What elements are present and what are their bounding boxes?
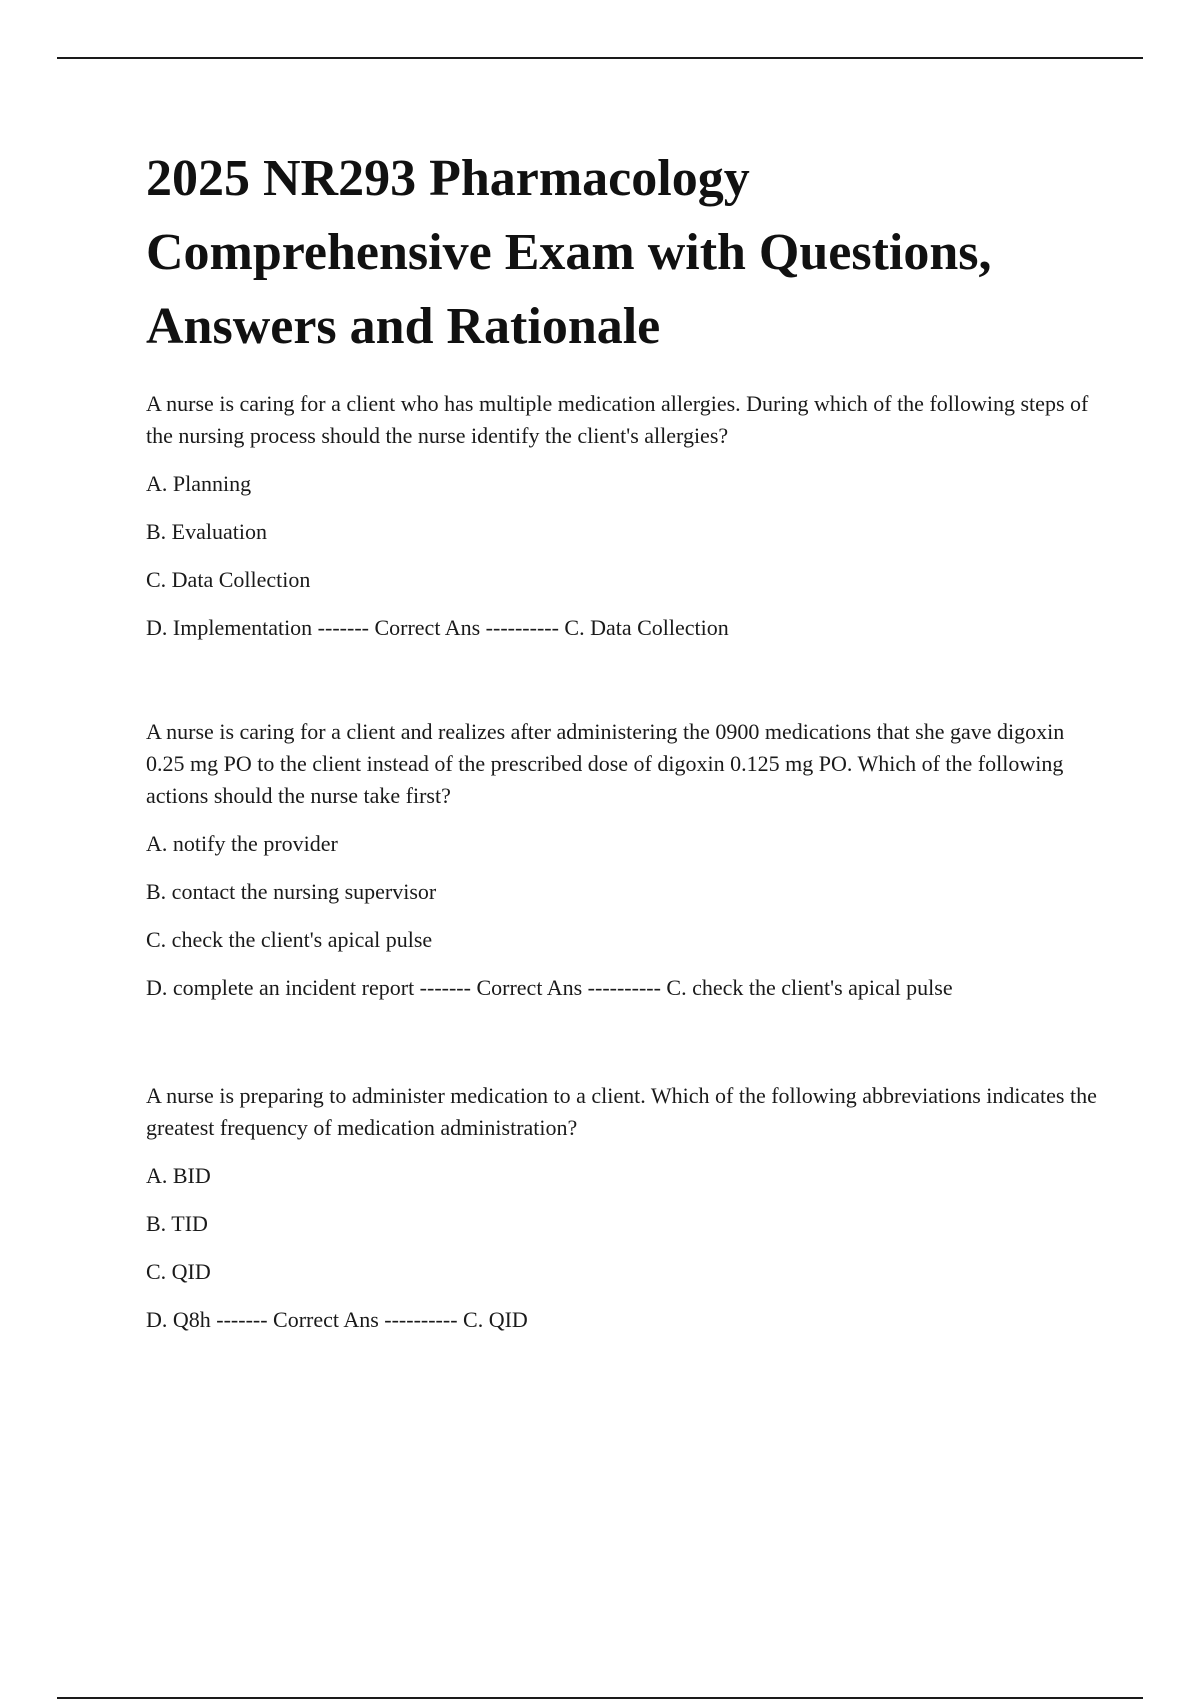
question-2 — [146, 716, 1106, 1004]
answer-option-b: B. contact the nursing supervisor — [146, 879, 437, 904]
answer-option-d: D. Implementation ------- Correct Ans ---------- C. Data Collection — [146, 615, 729, 640]
answer-option-a: A. BID — [146, 1163, 211, 1188]
answer-option-a: A. Planning — [146, 471, 252, 496]
question-stem: A nurse is preparing to administer medication to a client. Which of the following abbreviations indicates the greatest frequency of medication administration? — [146, 1083, 1097, 1140]
question-3 — [146, 1080, 1106, 1336]
answer-option-c: C. check the client's apical pulse — [146, 927, 433, 952]
document-title: 2025 NR293 Pharmacology Comprehensive Exam with Questions, Answers and Rationale — [146, 150, 992, 355]
page-content — [146, 142, 1106, 1336]
answer-option-c: C. QID — [146, 1259, 211, 1284]
answer-option-c: C. Data Collection — [146, 567, 311, 592]
question-stem: A nurse is caring for a client who has multiple medication allergies. During which of the following steps of the nursing process should the nurse identify the client's allergies? — [146, 391, 1089, 448]
bottom-rule — [57, 1697, 1143, 1699]
answer-option-d: D. complete an incident report ------- Correct Ans ---------- C. check the client's apical pulse — [146, 975, 953, 1000]
answer-option-b: B. Evaluation — [146, 519, 267, 544]
question-1 — [146, 388, 1106, 644]
answer-options — [146, 468, 1106, 644]
answer-options — [146, 1160, 1106, 1336]
answer-option-d: D. Q8h ------- Correct Ans ---------- C. QID — [146, 1307, 528, 1332]
question-stem: A nurse is caring for a client and realizes after administering the 0900 medications that she gave digoxin 0.25 mg PO to the client instead of the prescribed dose of digoxin 0.125 mg PO. Which of the following actions should the nurse take first? — [146, 719, 1065, 808]
answer-options — [146, 828, 1106, 1004]
answer-option-b: B. TID — [146, 1211, 208, 1236]
answer-option-a: A. notify the provider — [146, 831, 338, 856]
top-rule — [57, 57, 1143, 59]
